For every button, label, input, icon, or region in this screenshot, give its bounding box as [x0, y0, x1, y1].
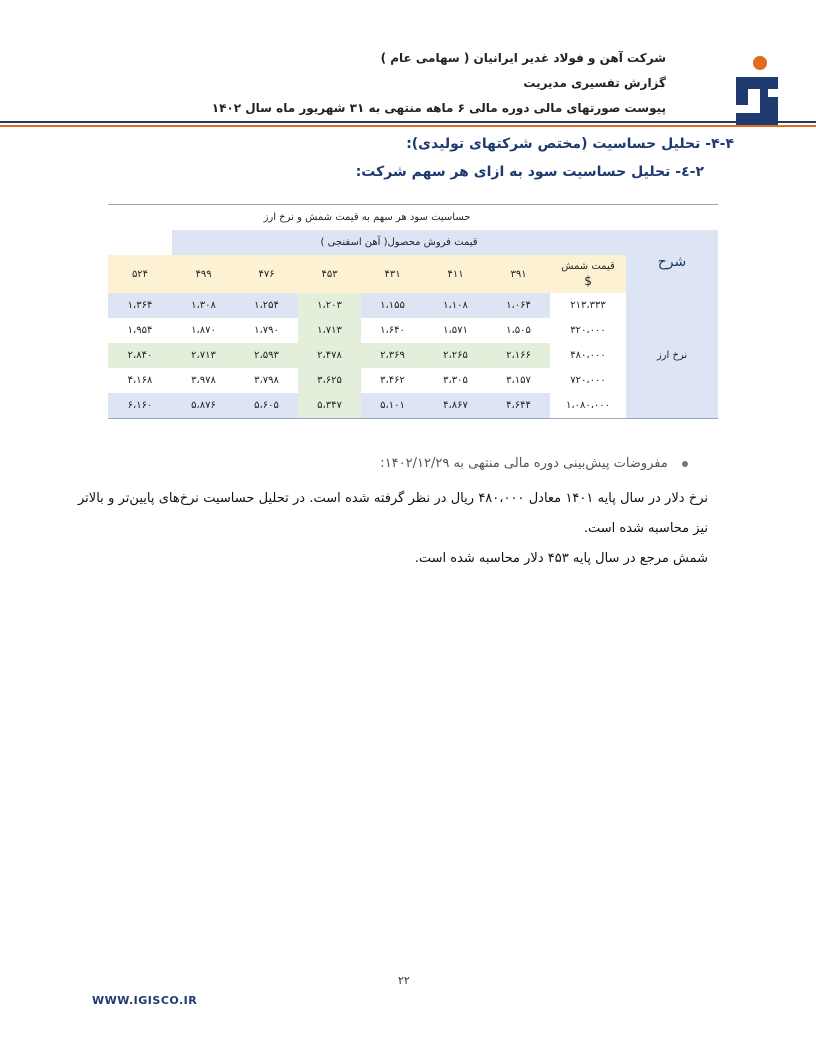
price-col-header: ۴۹۹ — [172, 255, 235, 293]
price-col-header: ۳۹۱ — [487, 255, 550, 293]
value-cell: ۱،۳۰۸ — [172, 293, 235, 318]
assumption-paragraph-1: نرخ دلار در سال پایه ۱۴۰۱ معادل ۴۸۰،۰۰۰ ریال در نظر گرفته شده است. در تحلیل حساسیت نرخ‌های پایین‌تر و بالاتر نیز محاسبه شده است. — [78, 491, 709, 536]
ingot-price-header — [550, 255, 626, 293]
value-cell: ۶،۱۶۰ — [108, 393, 172, 419]
report-subtitle: پیوست صورتهای مالی دوره مالی ۶ ماهه منتهی به ۳۱ شهریور ماه سال ۱۴۰۲ — [211, 101, 666, 115]
price-col-header: ۴۱۱ — [424, 255, 487, 293]
subsection-heading: ۲-٤- تحلیل حساسیت سود به ازای هر سهم شرکت: — [355, 164, 704, 180]
value-cell: ۵،۳۴۷ — [298, 393, 361, 419]
assumptions-bullet — [380, 456, 688, 471]
value-cell: ۱،۷۹۰ — [235, 318, 298, 343]
value-cell: ۲،۳۶۹ — [361, 343, 424, 368]
company-name: شرکت آهن و فولاد غدیر ایرانیان ( سهامی عام ) — [380, 51, 666, 65]
value-cell: ۵،۶۰۵ — [235, 393, 298, 419]
value-cell: ۴،۱۶۸ — [108, 368, 172, 393]
value-cell: ۱،۱۰۸ — [424, 293, 487, 318]
price-col-header: ۵۲۴ — [108, 255, 172, 293]
value-cell: ۳،۷۹۸ — [235, 368, 298, 393]
value-cell: ۳،۴۶۲ — [361, 368, 424, 393]
value-cell: ۱،۵۷۱ — [424, 318, 487, 343]
value-cell: ۴،۶۴۴ — [487, 393, 550, 419]
product-price-header: قیمت فروش محصول( آهن اسفنجی ) — [172, 230, 626, 255]
value-cell: ۱،۵۰۵ — [487, 318, 550, 343]
section-heading: ۴-۴- تحلیل حساسیت (مختص شرکتهای تولیدی): — [406, 136, 734, 152]
company-logo — [730, 55, 786, 135]
value-cell: ۱،۱۵۵ — [361, 293, 424, 318]
price-col-header: ۴۷۶ — [235, 255, 298, 293]
rate-cell: ۴۸۰،۰۰۰ — [550, 343, 626, 368]
rate-cell: ۷۲۰،۰۰۰ — [550, 368, 626, 393]
header-rule-blue — [0, 121, 816, 123]
bullet-icon — [682, 461, 688, 467]
price-col-header: ۴۳۱ — [361, 255, 424, 293]
value-cell: ۱،۶۴۰ — [361, 318, 424, 343]
exchange-rate-label: نرخ ارز — [626, 293, 718, 419]
ingot-price-label: قیمت شمش — [561, 261, 615, 272]
assumptions-bullet-text: مفروضات پیش‌بینی دوره مالی منتهی به ۱۴۰۲/۱۲/۲۹: — [380, 456, 668, 471]
table-row — [108, 293, 718, 318]
value-cell: ۱،۹۵۴ — [108, 318, 172, 343]
report-title: گزارش تفسیری مدیریت — [523, 76, 666, 90]
sharh-header: شرح — [626, 230, 718, 293]
header-block — [212, 46, 666, 121]
website-link[interactable]: WWW.IGISCO.IR — [92, 994, 198, 1007]
value-cell: ۲،۱۶۶ — [487, 343, 550, 368]
rate-cell: ۳۲۰،۰۰۰ — [550, 318, 626, 343]
value-cell: ۴،۸۶۷ — [424, 393, 487, 419]
value-cell: ۱،۳۶۴ — [108, 293, 172, 318]
price-col-header: ۴۵۳ — [298, 255, 361, 293]
value-cell: ۱،۸۷۰ — [172, 318, 235, 343]
table-title: حساسیت سود هر سهم به قیمت شمش و نرخ ارز — [108, 205, 626, 231]
rate-cell: ۱،۰۸۰،۰۰۰ — [550, 393, 626, 419]
value-cell: ۲،۲۶۵ — [424, 343, 487, 368]
value-cell: ۱،۲۰۳ — [298, 293, 361, 318]
header-rule-orange — [0, 125, 816, 127]
value-cell: ۳،۶۲۵ — [298, 368, 361, 393]
value-cell: ۲،۴۷۸ — [298, 343, 361, 368]
value-cell: ۱،۲۵۴ — [235, 293, 298, 318]
value-cell: ۲،۵۹۳ — [235, 343, 298, 368]
assumption-paragraph-2: شمش مرجع در سال پایه ۴۵۳ دلار محاسبه شده است. — [414, 551, 708, 566]
value-cell: ۵،۸۷۶ — [172, 393, 235, 419]
page-number: ۲۲ — [398, 974, 410, 987]
value-cell: ۳،۹۷۸ — [172, 368, 235, 393]
value-cell: ۳،۱۵۷ — [487, 368, 550, 393]
value-cell: ۱،۰۶۴ — [487, 293, 550, 318]
value-cell: ۲،۷۱۳ — [172, 343, 235, 368]
value-cell: ۲،۸۴۰ — [108, 343, 172, 368]
rate-cell: ۲۱۳،۳۳۳ — [550, 293, 626, 318]
ingot-unit: $ — [584, 274, 592, 288]
value-cell: ۱،۷۱۳ — [298, 318, 361, 343]
value-cell: ۵،۱۰۱ — [361, 393, 424, 419]
sensitivity-table — [108, 204, 718, 419]
value-cell: ۳،۳۰۵ — [424, 368, 487, 393]
